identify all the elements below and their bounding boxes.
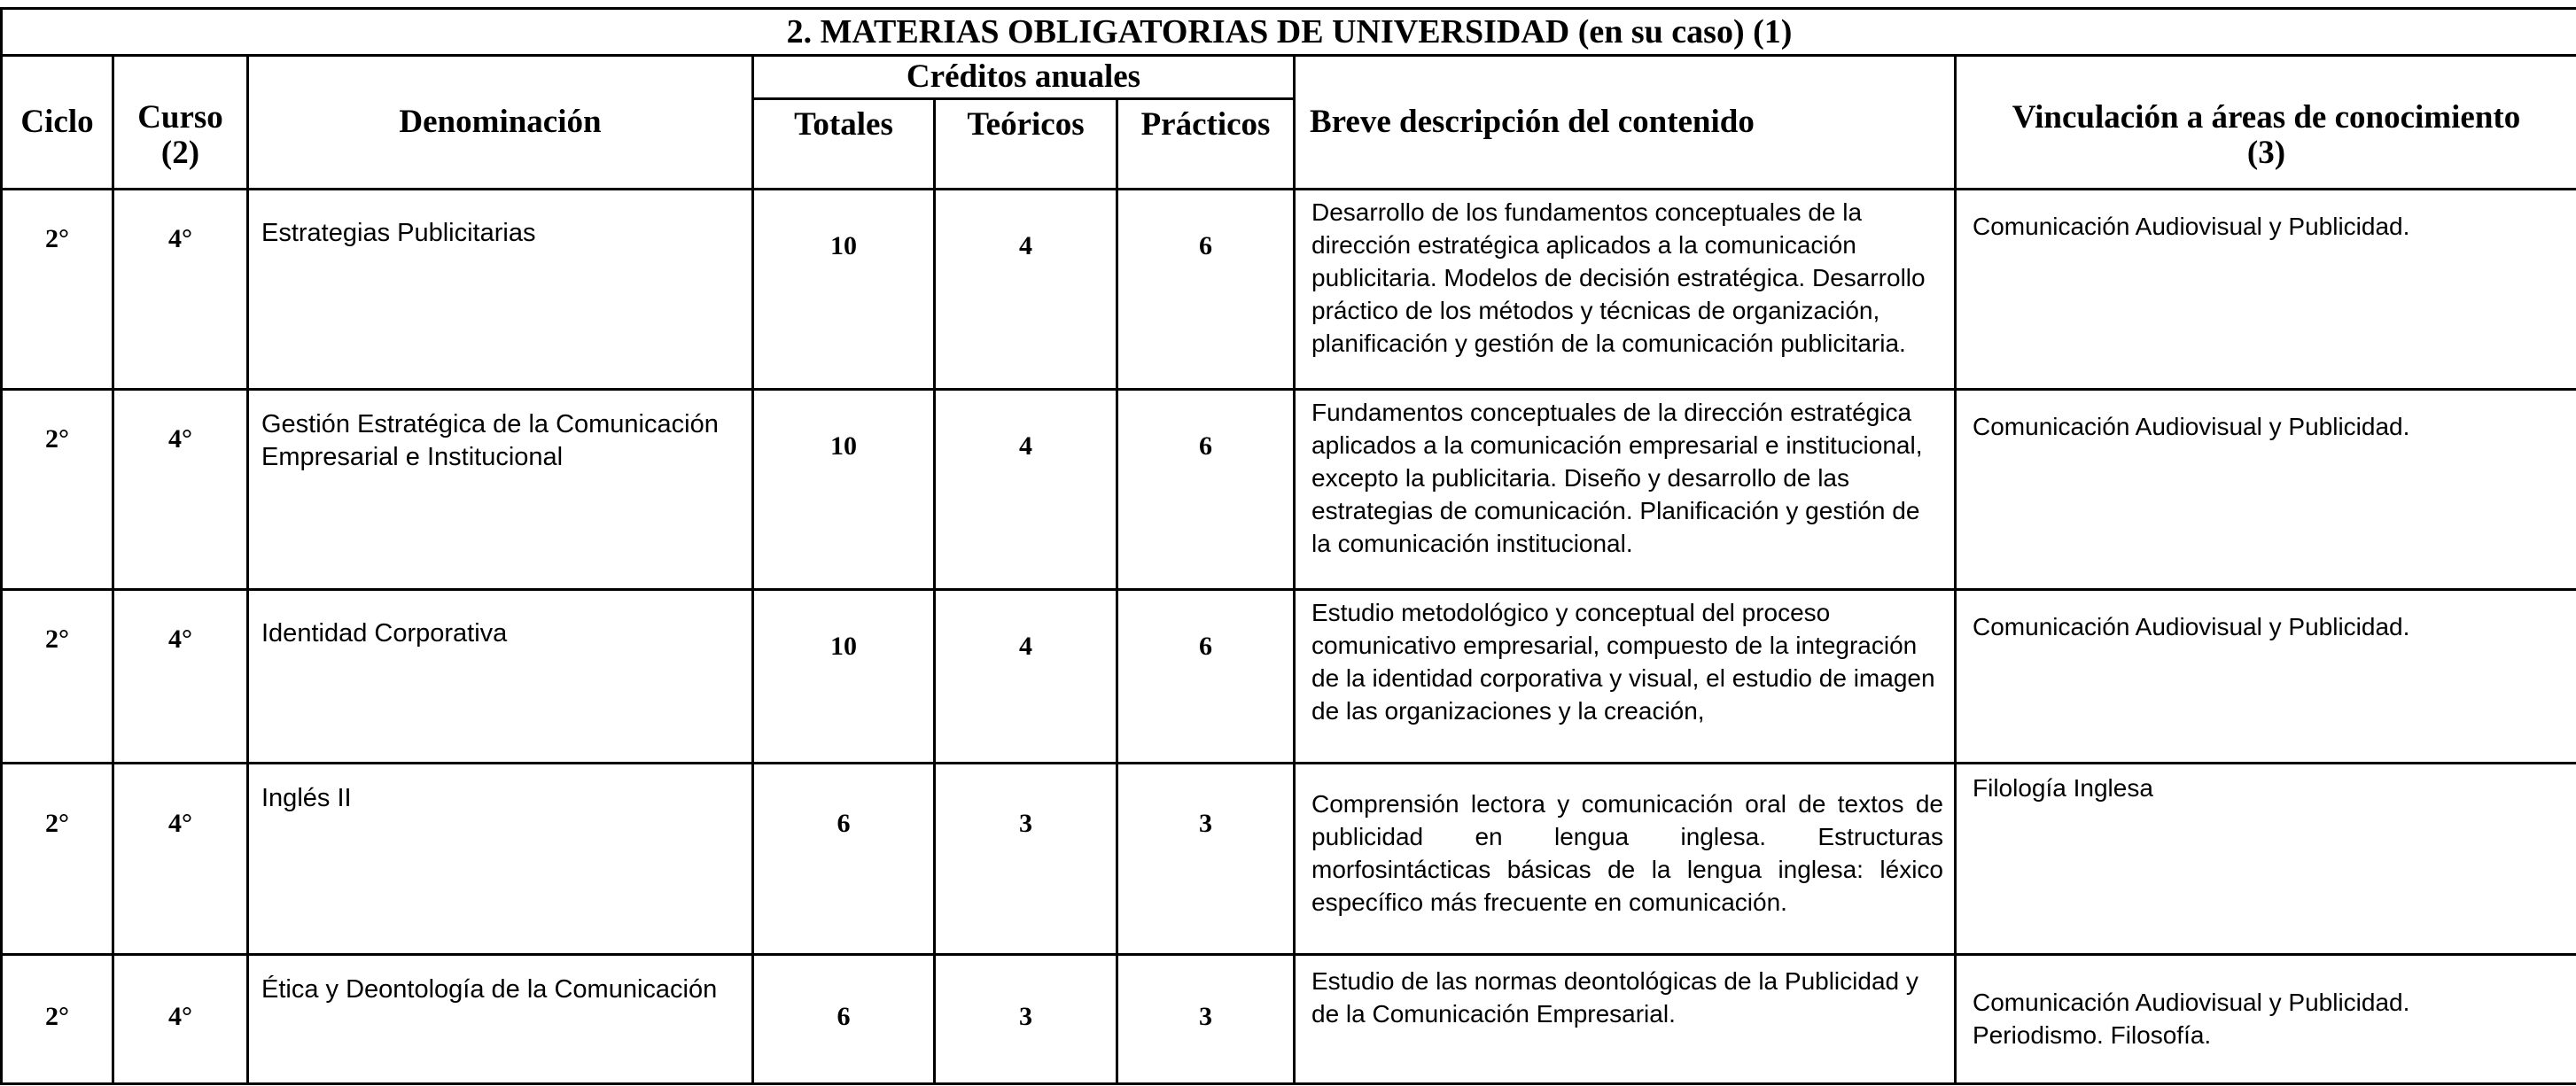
header-practicos: Prácticos	[1117, 99, 1295, 190]
header-teoricos: Teóricos	[935, 99, 1117, 190]
cell-denominacion: Gestión Estratégica de la Comunicación Empresarial e Institucional	[248, 390, 753, 590]
cell-practicos: 6	[1117, 390, 1295, 590]
cell-vinculacion: Comunicación Audiovisual y Publicidad.	[1956, 190, 2576, 390]
cell-descripcion: Estudio metodológico y conceptual del proceso comunicativo empresarial, compuesto de la integración de la identidad corporativa y visual, el estudio de imagen de las organizaciones y la creación,	[1295, 590, 1956, 764]
table-row	[2, 590, 2576, 764]
cell-teoricos: 4	[935, 390, 1117, 590]
cell-teoricos: 4	[935, 590, 1117, 764]
cell-ciclo: 2°	[2, 764, 113, 955]
cell-teoricos: 3	[935, 764, 1117, 955]
header-descripcion: Breve descripción del contenido	[1295, 56, 1956, 190]
cell-teoricos: 3	[935, 955, 1117, 1084]
cell-practicos: 6	[1117, 190, 1295, 390]
cell-vinculacion: Comunicación Audiovisual y Publicidad.	[1956, 590, 2576, 764]
cell-curso: 4°	[113, 955, 248, 1084]
header-vinculacion	[1956, 56, 2576, 190]
table-title: 2. MATERIAS OBLIGATORIAS DE UNIVERSIDAD (en su caso) (1)	[2, 9, 2576, 56]
vinculacion-line: Comunicación Audiovisual y Publicidad.	[1973, 989, 2410, 1016]
cell-vinculacion: Filología Inglesa	[1956, 764, 2576, 955]
cell-denominacion: Identidad Corporativa	[248, 590, 753, 764]
cell-descripcion: Fundamentos conceptuales de la dirección estratégica aplicados a la comunicación empresarial e institucional, excepto la publicitaria. Diseño y desarrollo de las estrategias de comunicación. Planificación y gestión de la comunicación institucional.	[1295, 390, 1956, 590]
materias-obligatorias-sheet	[0, 7, 2576, 1079]
cell-teoricos: 4	[935, 190, 1117, 390]
header-curso-note: (2)	[160, 135, 200, 171]
cell-practicos: 3	[1117, 764, 1295, 955]
header-totales: Totales	[753, 99, 935, 190]
cell-denominacion: Estrategias Publicitarias	[248, 190, 753, 390]
header-creditos-anuales: Créditos anuales	[753, 56, 1295, 99]
header-vinculacion-label: Vinculación a áreas de conocimiento	[2012, 99, 2521, 136]
header-ciclo: Ciclo	[2, 56, 113, 190]
cell-denominacion: Ética y Deontología de la Comunicación	[248, 955, 753, 1084]
cell-descripcion: Estudio de las normas deontológicas de la Publicidad y de la Comunicación Empresarial.	[1295, 955, 1956, 1084]
vinculacion-line: Periodismo. Filosofía.	[1973, 1021, 2212, 1049]
header-vinculacion-note: (3)	[2246, 135, 2286, 171]
cell-ciclo: 2°	[2, 190, 113, 390]
header-denominacion: Denominación	[248, 56, 753, 190]
cell-vinculacion: Comunicación Audiovisual y Publicidad.	[1956, 390, 2576, 590]
cell-curso: 4°	[113, 390, 248, 590]
materias-table	[0, 7, 2576, 1085]
cell-denominacion: Inglés II	[248, 764, 753, 955]
cell-totales: 10	[753, 190, 935, 390]
cell-totales: 10	[753, 390, 935, 590]
cell-ciclo: 2°	[2, 955, 113, 1084]
table-row	[2, 764, 2576, 955]
cell-totales: 10	[753, 590, 935, 764]
cell-totales: 6	[753, 955, 935, 1084]
cell-ciclo: 2°	[2, 390, 113, 590]
cell-descripcion: Desarrollo de los fundamentos conceptuales de la dirección estratégica aplicados a la comunicación publicitaria. Modelos de decisión estratégica. Desarrollo práctico de los métodos y técnicas de organización, planificación y gestión de la comunicación publicitaria.	[1295, 190, 1956, 390]
cell-vinculacion	[1956, 955, 2576, 1084]
cell-curso: 4°	[113, 590, 248, 764]
header-curso-label: Curso	[137, 99, 223, 136]
cell-totales: 6	[753, 764, 935, 955]
cell-ciclo: 2°	[2, 590, 113, 764]
table-row	[2, 955, 2576, 1084]
cell-practicos: 3	[1117, 955, 1295, 1084]
cell-descripcion: Comprensión lectora y comunicación oral de textos de publicidad en lengua inglesa. Estructuras morfosintácticas básicas de la lengua inglesa: léxico específico más frecuente en comunicación.	[1295, 764, 1956, 955]
table-row	[2, 390, 2576, 590]
cell-practicos: 6	[1117, 590, 1295, 764]
header-curso	[113, 56, 248, 190]
cell-curso: 4°	[113, 190, 248, 390]
cell-curso: 4°	[113, 764, 248, 955]
table-row	[2, 190, 2576, 390]
